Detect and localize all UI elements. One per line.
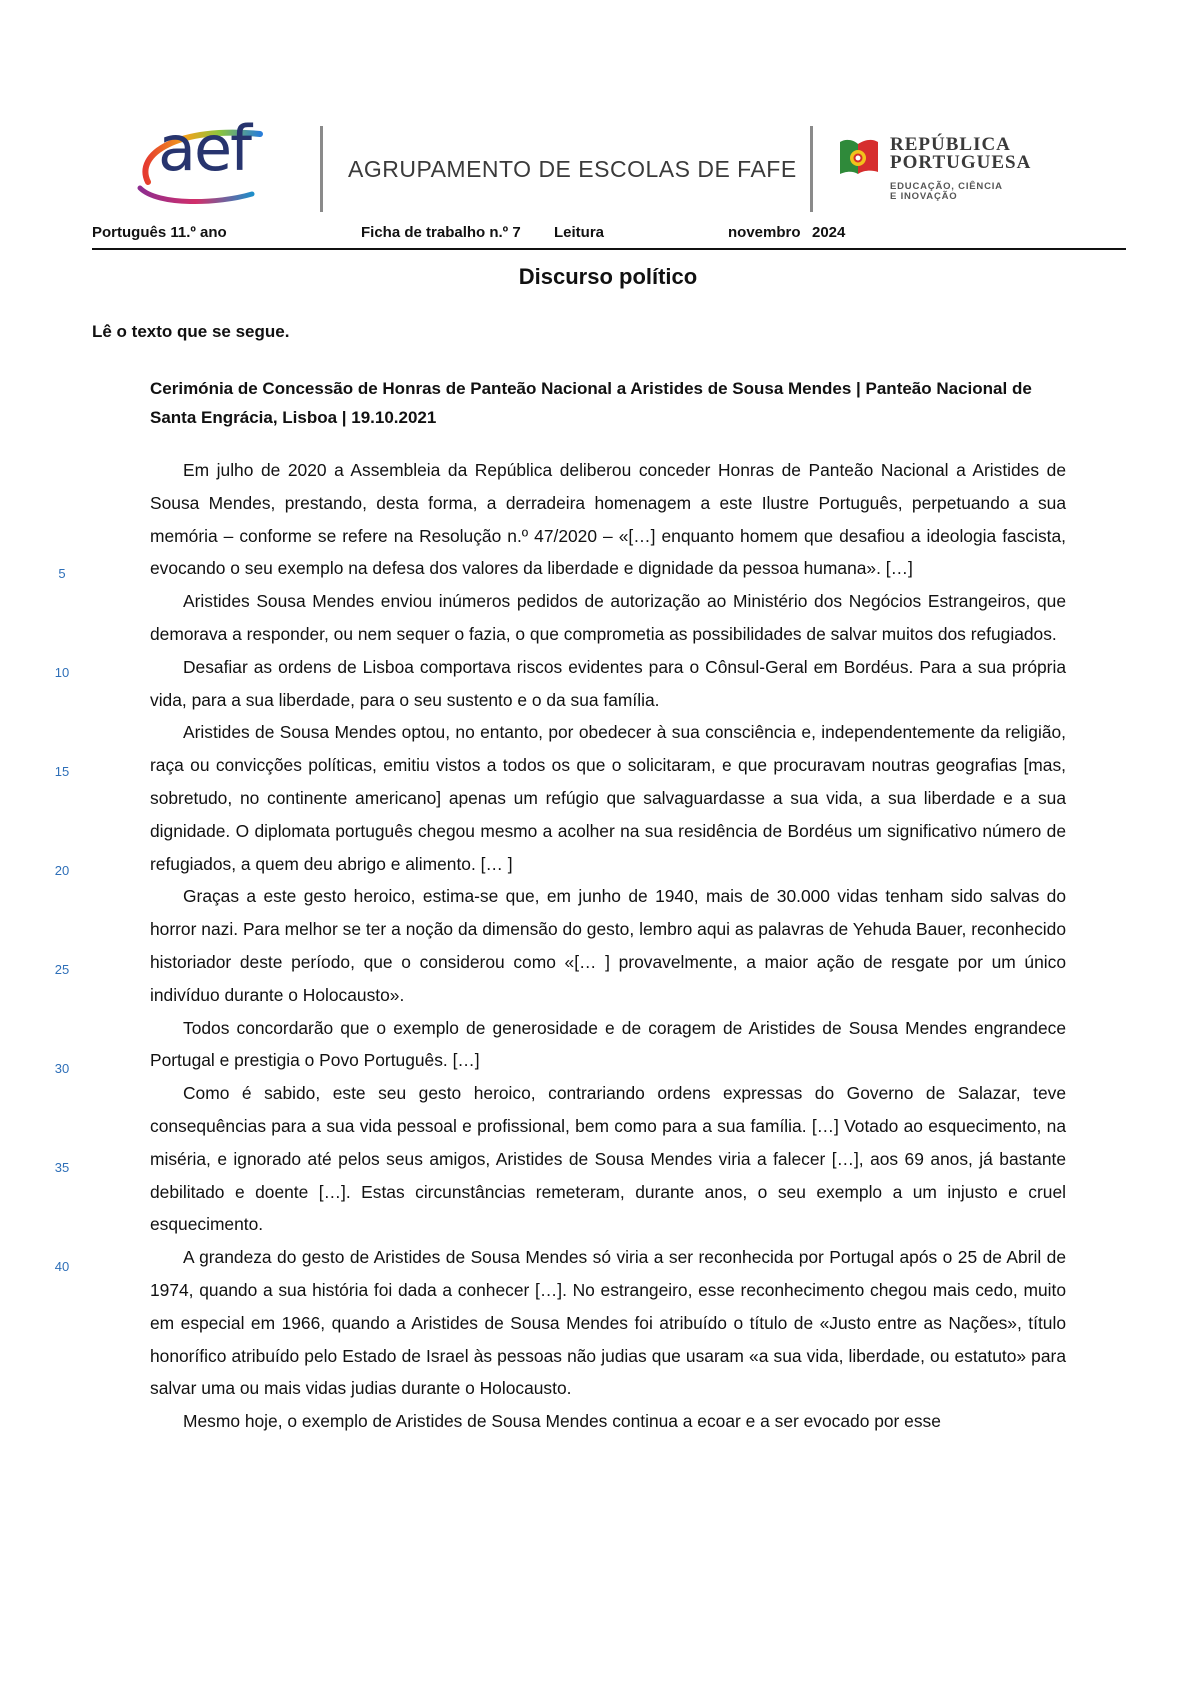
portugal-flag-icon	[836, 136, 880, 178]
instruction: Lê o texto que se segue.	[92, 322, 290, 341]
source-reference: Cerimónia de Concessão de Honras de Panteão Nacional a Aristides de Sousa Mendes | Panteão Nacional de Santa Engrácia, Lisboa | 19.10.2021	[150, 379, 1032, 427]
paragraph: A grandeza do gesto de Aristides de Sousa Mendes só viria a ser reconhecida por Portugal após o 25 de Abril de 1974, quando a sua história foi dada a conhecer […]. No estrangeiro, esse reconhecimento chegou mais cedo, muito em especial em 1966, quando a Aristides de Sousa Mendes foi atribuído o título de «Justo entre as Nações», título honorífico atribuído pelo Estado de Israel às pessoas não judias que usaram «a sua vida, liberdade, ou estatuto» para salvar uma ou mais vidas judias durante o Holocausto.	[150, 1247, 1066, 1399]
subject-label: Português 11.º ano	[92, 224, 227, 241]
paragraph: Todos concordarão que o exemplo de generosidade e de coragem de Aristides de Sousa Mendes engrandece Portugal e prestigia o Povo Português. […]	[150, 1017, 1066, 1071]
worksheet-label: Ficha de trabalho n.º 7	[361, 224, 521, 241]
paragraph: Como é sabido, este seu gesto heroico, contrariando ordens expressas do Governo de Salazar, teve consequências para a sua vida pessoal e profissional, bem como para a sua família. […] Votado ao esquecimento, na miséria, e ignorado até pelos seus amigos, Aristides de Sousa Mendes viria a falecer […], aos 69 anos, já bastante debilitado e doente […]. Estas circunstâncias remeteram, durante anos, o seu exemplo a um injusto e cruel esquecimento.	[150, 1083, 1066, 1235]
paragraph: Desafiar as ordens de Lisboa comportava riscos evidentes para o Cônsul-Geral em Bordéus. Para a sua própria vida, para a sua liberdade, para o seu sustento e o da sua família.	[150, 656, 1066, 710]
paragraph: Em julho de 2020 a Assembleia da República deliberou conceder Honras de Panteão Nacional a Aristides de Sousa Mendes, prestando, desta forma, a derradeira homenagem a este Ilustre Português, perpetuando a sua memória – conforme se refere na Resolução n.º 47/2020 – «[…] enquanto homem que desafiou a ideologia fascista, evocando o seu exemplo na defesa dos valores da liberdade e dignidade da pessoa humana». […]	[150, 460, 1066, 579]
header-divider	[320, 126, 323, 212]
paragraph: Mesmo hoje, o exemplo de Aristides de Sousa Mendes continua a ecoar e a ser evocado por esse	[183, 1411, 941, 1432]
activity-type: Leitura	[554, 224, 605, 241]
school-name: AGRUPAMENTO DE ESCOLAS DE FAFE	[348, 156, 797, 182]
line-number: 15	[54, 764, 70, 779]
aef-logo-text: aef	[158, 112, 250, 185]
date-year: 2024	[812, 224, 846, 241]
date-month: novembro	[728, 224, 801, 241]
page-title: Discurso político	[518, 264, 698, 289]
line-number: 25	[54, 962, 70, 977]
header-divider	[810, 126, 813, 212]
header-rule	[92, 248, 1126, 250]
paragraph: Aristides de Sousa Mendes optou, no entanto, por obedecer à sua consciência e, independentemente da religião, raça ou convicções políticas, emitiu vistos a todos os que o solicitaram, e que procuravam noutras geografias [mas, sobretudo, no continente americano] apenas um refúgio que salvaguardasse a sua vida, a sua liberdade e a sua dignidade. O diplomata português chegou mesmo a acolher na sua residência de Bordéus um significativo número de refugiados, a quem deu abrigo e alimento. [… ]	[150, 722, 1066, 874]
republic-title: REPÚBLICA PORTUGUESA	[890, 134, 1032, 173]
ministry-subtitle: EDUCAÇÃO, CIÊNCIA E INOVAÇÃO	[890, 181, 1003, 202]
line-number: 40	[54, 1259, 70, 1274]
line-number: 20	[54, 863, 70, 878]
speech-text	[150, 454, 1066, 1438]
paragraph: Graças a este gesto heroico, estima-se que, em junho de 1940, mais de 30.000 vidas tenham sido salvas do horror nazi. Para melhor se ter a noção da dimensão do gesto, lembro aqui as palavras de Yehuda Bauer, reconhecido historiador deste período, que o considerou como «[… ] provavelmente, a maior ação de resgate por um único indivíduo durante o Holocausto».	[150, 886, 1066, 1005]
line-number: 35	[54, 1160, 70, 1175]
line-number: 5	[58, 566, 66, 581]
line-number: 30	[54, 1061, 70, 1076]
paragraph: Aristides Sousa Mendes enviou inúmeros pedidos de autorização ao Ministério dos Negócios Estrangeiros, que demorava a responder, ou nem sequer o fazia, o que comprometia as possibilidades de salvar muitos dos refugiados.	[150, 591, 1066, 644]
line-number: 10	[54, 665, 70, 680]
